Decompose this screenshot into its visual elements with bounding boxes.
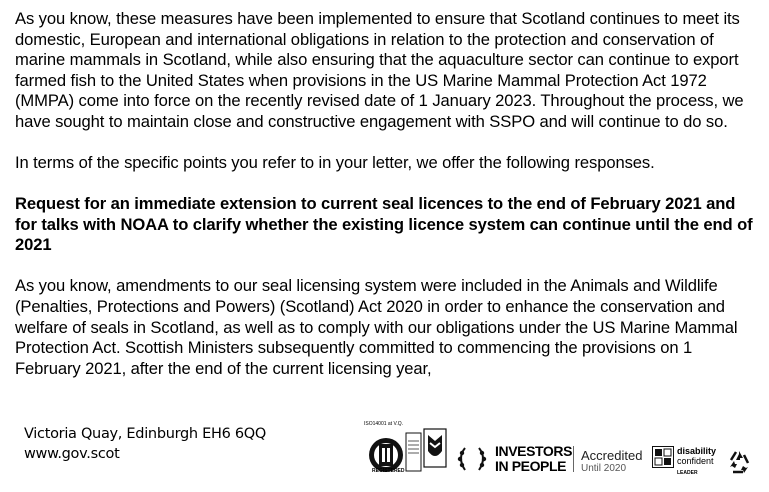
- laurel-wreath-icon: [455, 442, 489, 476]
- iip-line-1: INVESTORS: [495, 443, 573, 459]
- iso-registered-logo: [364, 421, 450, 479]
- footer-address-block: [24, 424, 266, 464]
- accredited-label: Accredited: [581, 448, 643, 463]
- disability-line-2: confident: [677, 456, 714, 466]
- disability-confident-icon: [652, 446, 674, 468]
- disability-line-1: disability: [677, 446, 717, 456]
- iip-line-2: IN PEOPLE: [495, 458, 567, 474]
- investors-in-people-logo: [455, 442, 573, 476]
- paragraph-responses-intro: In terms of the specific points you refer to in your letter, we offer the following responses.: [15, 153, 655, 173]
- paragraph-measures: As you know, these measures have been implemented to ensure that Scotland continues to meet its domestic, European and international obligations in relation to the protection and conservation of marine mammals in Scotland, while also ensuring that the aquaculture sector can continue to export farmed fish to the United States when provisions in the US Marine Mammal Protection Act 1972 (MMPA) come into force on the recently revised date of 1 January 2023. Throughout the process, we have sought to maintain close and constructive engagement with SSPO and will continue to do so.: [15, 9, 744, 131]
- letter-body: [15, 9, 760, 379]
- disability-line-3: LEADER: [677, 470, 698, 476]
- recycle-icon: [726, 449, 752, 475]
- registered-label: REGISTERED: [372, 468, 405, 474]
- accredited-until: Until 2020: [581, 463, 627, 474]
- section-heading: Request for an immediate extension to current seal licences to the end of February 2021 and for talks with NOAA to clarify whether the existing licence system can continue until the end of 2021: [15, 194, 753, 255]
- website-link[interactable]: www.gov.scot: [24, 446, 120, 462]
- address-line: Victoria Quay, Edinburgh EH6 6QQ: [24, 426, 266, 442]
- paragraph-amendments: As you know, amendments to our seal licensing system were included in the Animals and Wildlife (Penalties, Protections and Powers) (Scotland) Act 2020 in order to enhance the conservation and welfare of seals in Scotland, as well as to comply with our obligations under the US Marine Mammal Protection Act. Scottish Ministers subsequently committed to commencing the provisions on 1 February 2021, after the end of the current licensing year,: [15, 276, 738, 378]
- disability-confident-logo: [652, 446, 717, 478]
- iso-label: ISO14001 at V.Q.: [364, 421, 404, 427]
- accreditation-divider: [573, 446, 574, 472]
